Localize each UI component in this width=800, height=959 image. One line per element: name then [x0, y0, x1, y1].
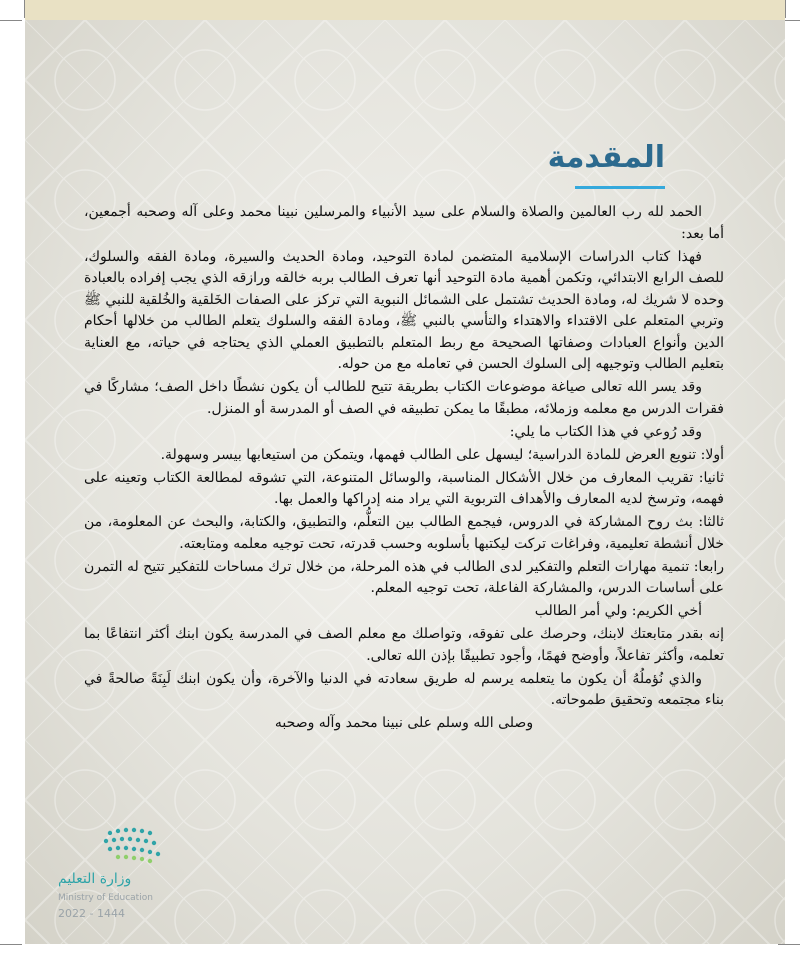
- top-decorative-band: [25, 0, 785, 20]
- crop-mark: [24, 0, 25, 18]
- crop-mark: [778, 944, 800, 945]
- paragraph: رابعا: تنمية مهارات التعلم والتفكير لدى الطالب في هذه المرحلة، من خلال ترك مساحات للتفكير تتيح له التمرن على أساسات الدرس، والمشاركة الفاعلة، تحت توجيه المعلم.: [84, 558, 724, 596]
- paragraph: ثالثا: بث روح المشاركة في الدروس، فيجمع الطالب بين التعلُّم، والتطبيق، والكتابة، والبحث عن المعلومة، من خلال أنشطة تعليمية، وفراغات تركت ليكتبها بأسلوبه وحسب قدرته، تحت توجيه معلمه ومتابعته.: [84, 514, 724, 552]
- paragraph: أخي الكريم: ولي أمر الطالب: [534, 603, 702, 619]
- edition-year: 2022 - 1444: [58, 907, 125, 920]
- introduction-text: [84, 202, 724, 736]
- paragraph: الحمد لله رب العالمين والصلاة والسلام على سيد الأنبياء والمرسلين نبينا محمد وعلى آله وصحبه أجمعين، أما بعد:: [84, 204, 724, 242]
- paragraph: أولا: تنويع العرض للمادة الدراسية؛ ليسهل على الطالب فهمها، ويتمكن من استيعابها بيسر وسهولة.: [160, 446, 724, 463]
- crop-mark: [0, 944, 22, 945]
- paragraph: فهذا كتاب الدراسات الإسلامية المتضمن لمادة التوحيد، ومادة الحديث والسيرة، ومادة الفقه والسلوك، للصف الرابع الابتدائي، وتكمن أهمية مادة التوحيد أنها تعرف الطالب بربه خالقه ورازقه الذي يجب إفراده بالعبادة وحده لا شريك له، ومادة الحديث تشتمل على الشمائل النبوية التي تركز على الصفات الخَلقية والخُلقية للنبي ﷺ وتربي المتعلم على الاقتداء والاهتداء والتأسي بالنبي ﷺ، ومادة الفقه والسلوك يتعلم الطالب من خلالها أحكام الدين وأنواع العبادات وصفاتها الصحيحة مع ربط المتعلم بالتطبيق العملي الذي يحتاجه في حياته، مع العناية بتعليم الطالب وتوجيهه إلى السلوك الحسن في تعامله مع من حوله.: [84, 248, 724, 372]
- paragraph: والذي نُؤملُهُ أن يكون ما يتعلمه يرسم له طريق سعادته في الدنيا والآخرة، وأن يكون ابنك لَبِنَةً صالحةً في بناء مجتمعه وتحقيق طموحاته.: [84, 670, 724, 708]
- paragraph: ثانيا: تقريب المعارف من خلال الأشكال المناسبة، والوسائل المتنوعة، التي تشوقه لمطالعة الكتاب وتعينه على فهمه، وترسخ لديه المعارف والأهداف التربوية التي يراد منه إدراكها والعمل بها.: [84, 469, 724, 507]
- page-title: المقدمة: [547, 140, 665, 175]
- crop-mark: [0, 20, 22, 21]
- closing-line: وصلى الله وسلم على نبينا محمد وآله وصحبه: [274, 715, 534, 731]
- title-underline: [575, 186, 665, 189]
- dots-logo-icon: [100, 825, 180, 867]
- paragraph: إنه بقدر متابعتك لابنك، وحرصك على تفوقه، وتواصلك مع معلم الصف في المدرسة يكون ابنك أكثر انتفاعًا بما تعلمه، وأكثر تفاعلاً، وأوضح فهمًا، وأجود تطبيقًا بإذن الله تعالى.: [84, 626, 724, 664]
- paragraph: وقد يسر الله تعالى صياغة موضوعات الكتاب بطريقة تتيح للطالب أن يكون نشطًا داخل الصف؛ مشاركًا في فقرات الدرس مع معلمه وزملائه، مطبقًا ما يمكن تطبيقه في الصف أو المدرسة أو المنزل.: [84, 379, 724, 417]
- ministry-name-english: Ministry of Education: [58, 893, 153, 903]
- crop-mark: [785, 0, 786, 18]
- paragraph: وقد رُوعي في هذا الكتاب ما يلي:: [509, 423, 702, 440]
- ministry-name-arabic: وزارة التعليم: [58, 871, 132, 887]
- ministry-logo: [50, 825, 200, 935]
